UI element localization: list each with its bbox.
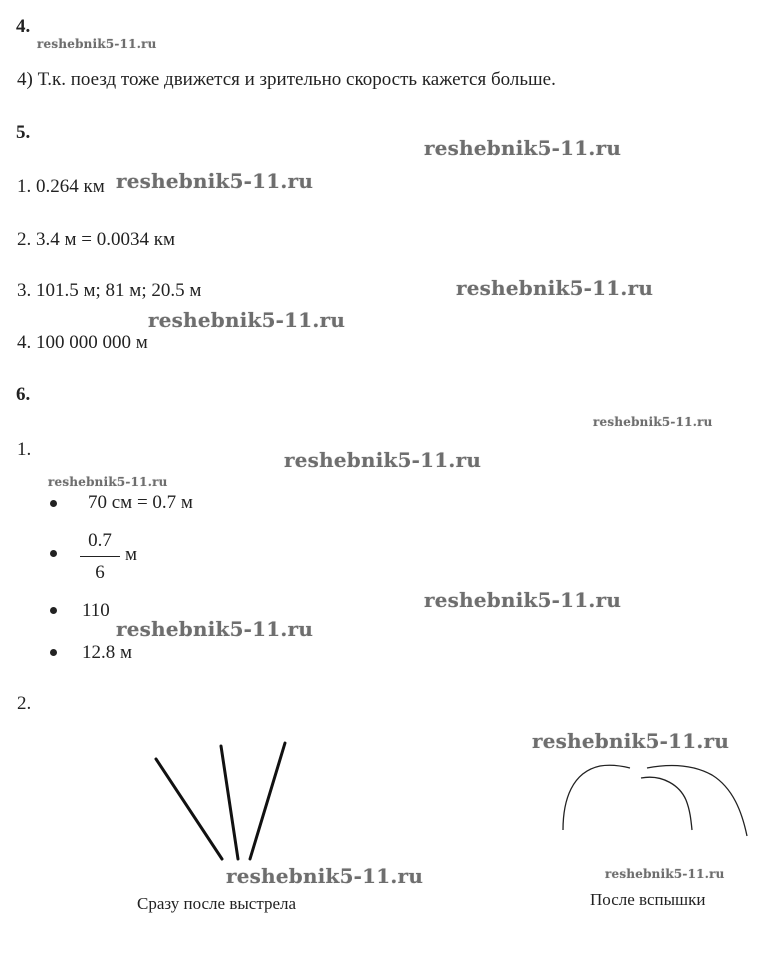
fraction-numerator: 0.7	[88, 530, 112, 551]
fraction-denominator: 6	[95, 562, 105, 583]
caption-after-flash: После вспышки	[590, 890, 706, 909]
section-4-answer: 4) Т.к. поезд тоже движется и зрительно скорость кажется больше.	[17, 69, 556, 90]
section-5-item-3: 3. 101.5 м; 81 м; 20.5 м	[17, 280, 202, 301]
shot-lines-drawing	[156, 743, 285, 859]
caption-after-shot: Сразу после выстрела	[137, 894, 297, 913]
watermark: reshebnik5-11.ru	[284, 448, 482, 472]
bullet-item-3: 110	[82, 600, 110, 621]
section-5-item-2: 2. 3.4 м = 0.0034 км	[17, 229, 175, 250]
section-5-heading: 5.	[16, 122, 31, 143]
watermark: reshebnik5-11.ru	[593, 415, 713, 429]
section-6-part-2-label: 2.	[17, 693, 32, 714]
shot-line-middle	[221, 746, 238, 859]
watermark: reshebnik5-11.ru	[37, 37, 157, 51]
shot-line-right	[250, 743, 285, 859]
watermark: reshebnik5-11.ru	[424, 136, 622, 160]
bullet-item-4: 12.8 м	[82, 642, 133, 663]
watermark: reshebnik5-11.ru	[116, 617, 314, 641]
watermark: reshebnik5-11.ru	[116, 169, 314, 193]
section-5-item-1: 1. 0.264 км	[17, 176, 105, 197]
watermark: reshebnik5-11.ru	[456, 276, 654, 300]
bullet-item-1: 70 см = 0.7 м	[88, 492, 193, 513]
section-6-heading: 6.	[16, 384, 31, 405]
fraction-unit: м	[125, 544, 138, 565]
watermark: reshebnik5-11.ru	[148, 308, 346, 332]
watermark: reshebnik5-11.ru	[605, 867, 725, 881]
watermark: reshebnik5-11.ru	[532, 729, 730, 753]
shot-line-left	[156, 759, 222, 859]
watermark: reshebnik5-11.ru	[226, 864, 424, 888]
section-4-heading: 4.	[16, 16, 31, 37]
watermark: reshebnik5-11.ru	[424, 588, 622, 612]
section-5-item-4: 4. 100 000 000 м	[17, 332, 148, 353]
section-6-part-1-label: 1.	[17, 439, 32, 460]
flash-arc-inner	[641, 777, 692, 830]
flash-arc-outer-left	[563, 765, 630, 830]
flash-arcs-drawing	[563, 765, 747, 836]
flash-arc-outer-right	[647, 766, 747, 836]
watermark: reshebnik5-11.ru	[48, 475, 168, 489]
